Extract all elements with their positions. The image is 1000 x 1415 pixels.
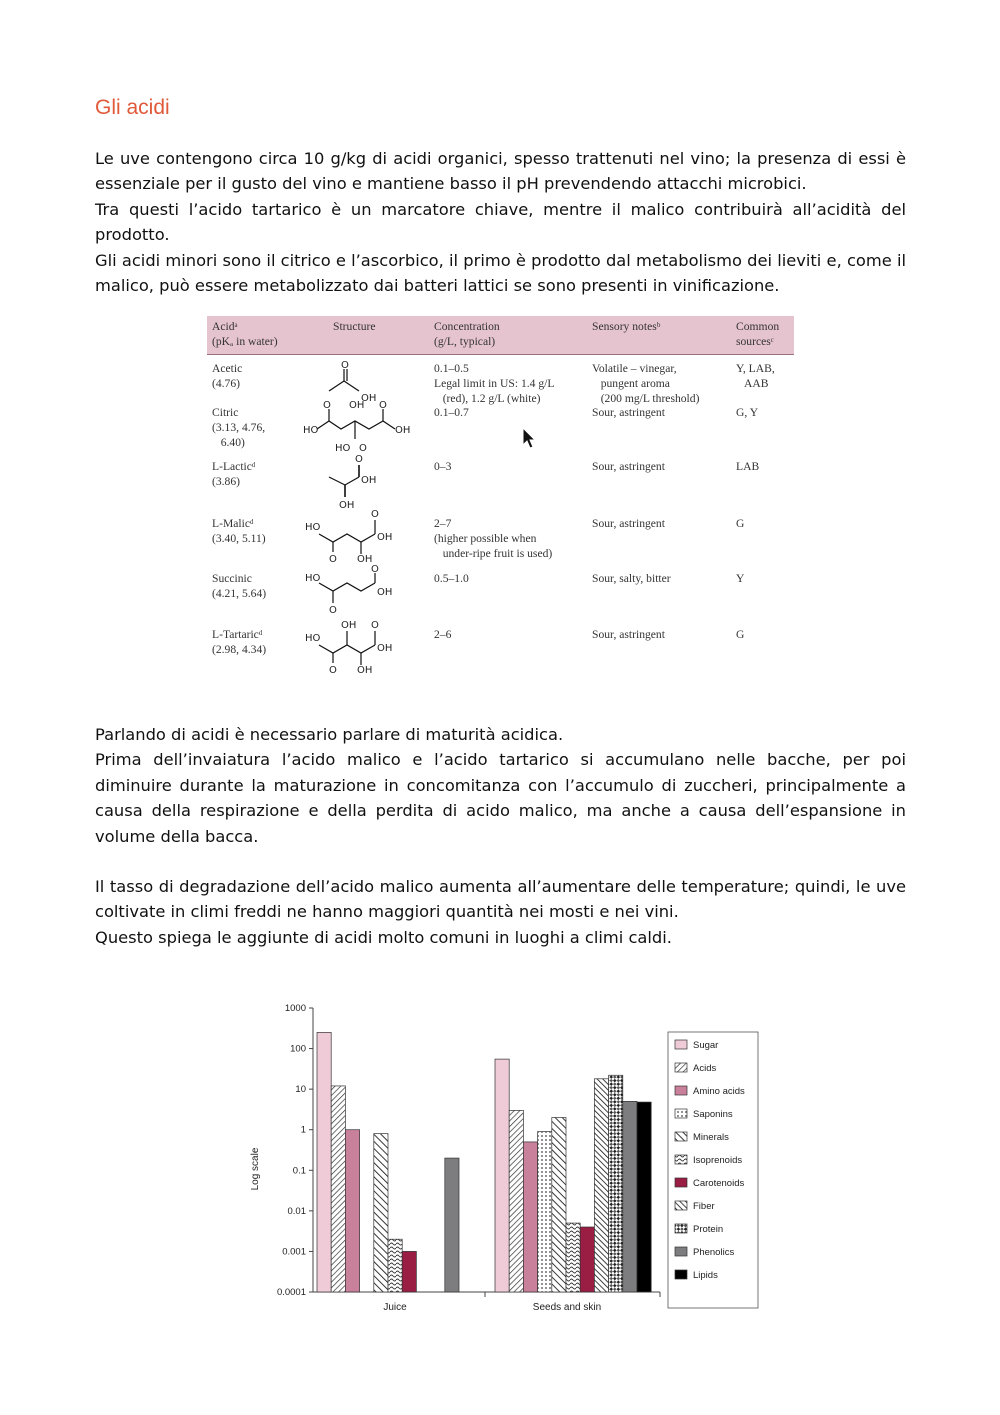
page-title: Gli acidi xyxy=(95,96,170,119)
legend-swatch xyxy=(675,1178,687,1187)
bar-acids xyxy=(331,1086,345,1292)
bar-carotenoids xyxy=(580,1227,594,1292)
legend-label: Carotenoids xyxy=(693,1178,745,1189)
bar-minerals xyxy=(374,1134,388,1292)
body-text xyxy=(95,722,906,849)
acid-name: L-Tartaricᵈ (2.98, 4.34) xyxy=(212,628,267,656)
sensory-notes: Sour, salty, bitter xyxy=(592,572,671,585)
concentration-value: 0–3 xyxy=(434,460,452,473)
common-sources: G xyxy=(736,628,745,641)
acid-name: L-Malicᵈ (3.40, 5.11) xyxy=(212,517,266,545)
y-tick-label: 0.01 xyxy=(287,1205,306,1217)
svg-text:O: O xyxy=(359,443,367,454)
svg-text:OH: OH xyxy=(361,475,377,486)
legend-swatch xyxy=(675,1247,687,1256)
y-tick-label: 0.1 xyxy=(292,1165,306,1177)
svg-text:HO: HO xyxy=(305,573,321,584)
sensory-notes: Sour, astringent xyxy=(592,628,665,641)
svg-text:O: O xyxy=(379,400,387,411)
svg-text:OH: OH xyxy=(377,587,393,598)
legend-label: Minerals xyxy=(693,1132,729,1143)
body-text-2 xyxy=(95,874,906,950)
concentration-value: 2–7 (higher possible when under-ripe fruit is used) xyxy=(434,517,553,560)
bar-saponins xyxy=(538,1132,552,1292)
legend-swatch xyxy=(675,1040,687,1049)
common-sources: G xyxy=(736,517,745,530)
legend-label: Acids xyxy=(693,1063,717,1074)
svg-text:O: O xyxy=(371,565,379,575)
svg-text:OH: OH xyxy=(341,620,357,631)
header-concentration: Concentration (g/L, typical) xyxy=(434,320,500,348)
bar-protein xyxy=(609,1075,623,1292)
acid-name: Succinic (4.21, 5.64) xyxy=(212,572,267,600)
svg-text:O: O xyxy=(341,361,349,371)
legend-label: Amino acids xyxy=(693,1086,745,1097)
bar-lipids xyxy=(637,1102,651,1292)
legend-label: Fiber xyxy=(693,1201,715,1212)
mouse-cursor-icon xyxy=(522,427,538,451)
legend-label: Saponins xyxy=(693,1109,733,1120)
bar-isoprenoids xyxy=(388,1239,402,1292)
y-tick-label: 1000 xyxy=(284,1003,306,1014)
svg-text:O: O xyxy=(329,665,337,675)
legend-swatch xyxy=(675,1086,687,1095)
svg-text:OH: OH xyxy=(377,532,393,543)
table-header xyxy=(207,316,794,355)
y-tick-label: 0.0001 xyxy=(276,1287,306,1298)
svg-text:HO: HO xyxy=(305,522,321,533)
sensory-notes: Volatile – vinegar, pungent aroma (200 mg/L threshold) xyxy=(592,362,700,405)
concentration-value: 0.1–0.5 Legal limit in US: 1.4 g/L (red), 1.2 g/L (white) xyxy=(434,362,555,405)
svg-text:O: O xyxy=(371,620,379,631)
svg-text:OH: OH xyxy=(377,643,393,654)
svg-text:OH: OH xyxy=(357,665,373,675)
svg-text:OH: OH xyxy=(357,554,373,564)
intro-paragraph-3: Gli acidi minori sono il citrico e l’ascorbico, il primo è prodotto dal metabolismo dei lieviti e, come il malico, può essere metabolizzato dai batteri lattici se sono presenti in vinificazione. xyxy=(95,250,906,296)
legend-label: Sugar xyxy=(693,1040,719,1051)
svg-text:O: O xyxy=(371,509,379,520)
svg-text:OH: OH xyxy=(349,400,365,411)
chart-svg xyxy=(240,994,765,1324)
svg-text:OH: OH xyxy=(339,500,355,509)
acid-name: Acetic (4.76) xyxy=(212,362,243,390)
common-sources: Y, LAB, AAB xyxy=(736,362,775,390)
svg-text:O: O xyxy=(355,454,363,465)
legend-label: Phenolics xyxy=(693,1247,735,1258)
body-paragraph-2: Prima dell’invaiatura l’acido malico e l’acido tartarico si accumulano nelle bacche, per poi diminuire durante la maturazione in concomitanza con l’accumulo di zuccheri, principalmente a causa della respirazione e della perdita di acido malico, ma anche a causa dell’espansione in volume della bacca. xyxy=(95,750,906,846)
legend-swatch xyxy=(675,1201,687,1210)
body-paragraph-3: Il tasso di degradazione dell’acido malico aumenta all’aumentare delle temperature; quindi, le uve coltivate in climi freddi ne hanno maggiori quantità nei mosti e nei vini. xyxy=(95,877,906,922)
sensory-notes: Sour, astringent xyxy=(592,406,665,419)
bar-amino-acids xyxy=(523,1142,537,1292)
common-sources: Y xyxy=(736,572,745,585)
header-sensory: Sensory notesᵇ xyxy=(592,320,661,333)
bar-amino-acids xyxy=(345,1130,359,1292)
common-sources: LAB xyxy=(736,460,760,473)
header-structure: Structure xyxy=(333,320,376,333)
body-paragraph-4: Questo spiega le aggiunte di acidi molto comuni in luoghi a climi caldi. xyxy=(95,927,672,947)
svg-text:O: O xyxy=(329,554,337,564)
common-sources: G, Y xyxy=(736,406,759,419)
legend-label: Lipids xyxy=(693,1270,718,1281)
concentration-value: 2–6 xyxy=(434,628,452,641)
bar-isoprenoids xyxy=(566,1223,580,1292)
legend-label: Isoprenoids xyxy=(693,1155,743,1166)
acid-name: Citric (3.13, 4.76, 6.40) xyxy=(212,406,266,449)
bar-minerals xyxy=(552,1118,566,1292)
sensory-notes: Sour, astringent xyxy=(592,460,665,473)
y-tick-label: 100 xyxy=(290,1043,306,1055)
bar-sugar xyxy=(317,1032,331,1292)
y-tick-label: 0.001 xyxy=(282,1246,306,1258)
bar-phenolics xyxy=(623,1101,637,1292)
header-sources: Common sourcesᶜ xyxy=(736,320,780,348)
y-tick-label: 10 xyxy=(295,1084,306,1096)
legend-swatch xyxy=(675,1155,687,1164)
legend-swatch xyxy=(675,1109,687,1118)
concentration-value: 0.1–0.7 xyxy=(434,406,469,419)
svg-text:HO: HO xyxy=(303,425,319,436)
header-acid: Acidᵃ (pKₐ in water) xyxy=(212,320,278,348)
bar-phenolics xyxy=(445,1158,459,1292)
y-axis-label: Log scale xyxy=(250,1147,261,1191)
intro-paragraph-2: Tra questi l’acido tartarico è un marcatore chiave, mentre il malico contribuirà all’acidità del prodotto. xyxy=(95,199,906,245)
sensory-notes: Sour, astringent xyxy=(592,517,665,530)
bar-carotenoids xyxy=(402,1251,416,1292)
intro-paragraph-1: Le uve contengono circa 10 g/kg di acidi organici, spesso trattenuti nel vino; la presenza di essi è essenziale per il gusto del vino e mantiene basso il pH prevendendo attacchi microbici. xyxy=(95,149,906,194)
acid-name: L-Lacticᵈ (3.86) xyxy=(212,460,256,488)
legend-label: Protein xyxy=(693,1224,724,1235)
legend-swatch xyxy=(675,1132,687,1141)
legend-swatch xyxy=(675,1063,687,1072)
x-category-label: Juice xyxy=(383,1302,407,1313)
legend-swatch xyxy=(675,1270,687,1279)
bar-fiber xyxy=(594,1079,608,1292)
y-tick-label: 1 xyxy=(300,1124,306,1136)
x-category-label: Seeds and skin xyxy=(532,1302,602,1313)
body-paragraph-1: Parlando di acidi è necessario parlare di maturità acidica. xyxy=(95,725,564,744)
bar-sugar xyxy=(495,1059,509,1292)
svg-text:O: O xyxy=(329,605,337,615)
bar-acids xyxy=(509,1110,523,1292)
svg-text:HO: HO xyxy=(335,443,351,454)
svg-text:OH: OH xyxy=(395,425,411,436)
acid-table xyxy=(207,316,794,682)
legend-swatch xyxy=(675,1224,687,1233)
svg-text:OH: OH xyxy=(361,393,377,404)
svg-text:O: O xyxy=(323,400,331,411)
concentration-value: 0.5–1.0 xyxy=(434,572,469,585)
composition-chart xyxy=(240,994,765,1324)
intro-text xyxy=(95,146,906,298)
svg-text:HO: HO xyxy=(305,633,321,644)
